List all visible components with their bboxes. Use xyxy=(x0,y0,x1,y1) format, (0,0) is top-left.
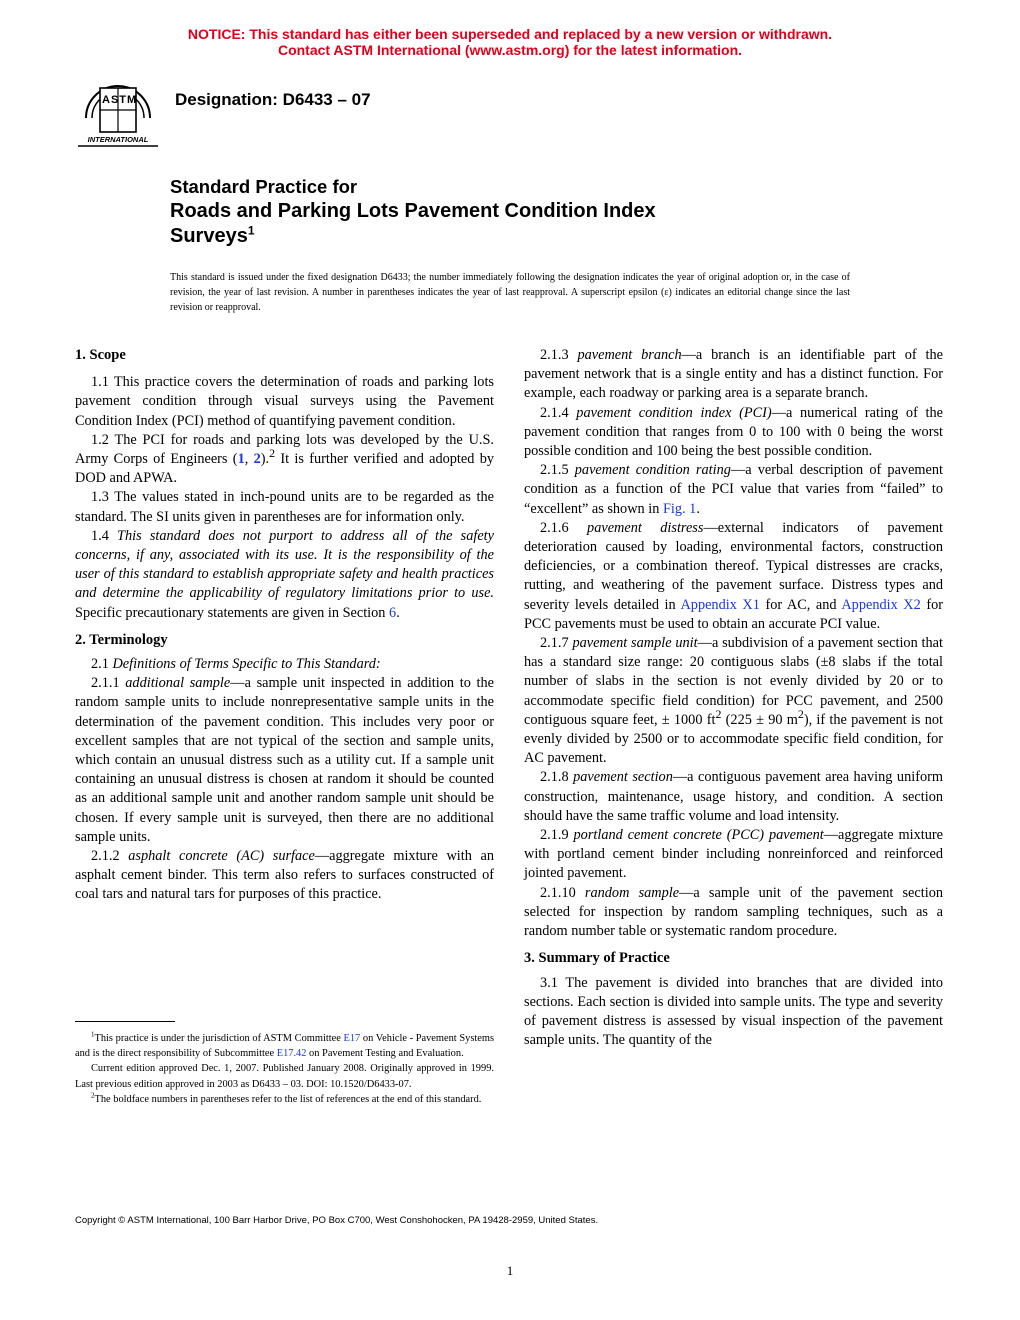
def-2-1-4-num: 2.1.4 xyxy=(540,404,577,421)
def-2-1-6-term: pavement distress xyxy=(587,519,704,536)
def-2-1-10 xyxy=(524,884,943,942)
def-2-1-6-end: for PCC pavements must be used to obtain an accurate PCI value. xyxy=(524,596,944,632)
def-2-1-10-def: —a sample unit of the pavement section selected for inspection by random sampling techniques, such as a random number table or systematic random procedure. xyxy=(524,884,943,940)
def-2-1-9-def: —aggregate mixture with portland cement binder including nonreinforced and reinforced jointed pavement. xyxy=(524,827,943,882)
para-1-4-num: 1.4 xyxy=(91,527,118,544)
def-2-1-2-num: 2.1.2 xyxy=(91,848,129,865)
footnote-divider xyxy=(75,1021,175,1022)
para-1-2-text-b: ). xyxy=(260,451,270,468)
page-number: 1 xyxy=(506,1263,514,1278)
def-2-1-9-num: 2.1.9 xyxy=(540,827,574,844)
title-main xyxy=(170,199,656,249)
def-2-1-8-term: pavement section xyxy=(573,769,673,786)
withdrawal-notice xyxy=(0,26,1020,58)
para-1-1: 1.1 This practice covers the determination of roads and parking lots pavement condition through visual surveys using the Pavement Condition Index (PCI) method of quantifying pavement condition. xyxy=(75,374,494,429)
def-2-1-3-def: —a branch is an identifiable part of the pavement network that is a single entity and has a distinct function. For example, each roadway or parking area is a separate branch. xyxy=(524,347,943,402)
def-2-1-7-sup-2: 2 xyxy=(797,707,804,722)
def-2-1-4 xyxy=(524,404,943,462)
def-2-1-8-num: 2.1.8 xyxy=(540,769,574,786)
astm-logo xyxy=(76,74,160,152)
footnote-1-edition: Current edition approved Dec. 1, 2007. Published January 2008. Originally approved in 1999. Last previous edition approved in 2003 as D6433 – 03. DOI: 10.1520/D6433-07. xyxy=(75,1063,494,1090)
def-2-1-5-def: —a verbal description of pavement condition as a function of the PCI value that varies from “failed” to “excellent” as shown in xyxy=(524,462,943,517)
para-1-4-italic: This standard does not purport to address all of the safety concerns, if any, associated with its use. It is the responsibility of the user of this standard to establish appropriate safety and health practices and determine the applicability of regulatory limitations prior to use. xyxy=(75,527,494,602)
footnote-1-text-c: on Pavement Testing and Evaluation. xyxy=(306,1048,464,1060)
footnote-2-mark-bottom: 2 xyxy=(91,1091,95,1100)
figure-1-link[interactable]: Fig. 1 xyxy=(662,500,697,517)
def-2-1-8-def: —a contiguous pavement area having uniform construction, maintenance, usage history, and condition. A section should have the same traffic volume and load intensity. xyxy=(524,769,943,824)
def-2-1-5-term: pavement condition rating xyxy=(574,462,731,479)
title-footnote-mark: 1 xyxy=(247,223,255,238)
footnote-1-text-b: on Vehicle - Pavement Systems and is the direct responsibility of Subcommittee xyxy=(75,1033,494,1060)
footnote-1 xyxy=(75,1031,494,1061)
footnote-2-mark: 2 xyxy=(269,446,276,461)
def-2-1-10-term: random sample xyxy=(584,884,680,901)
def-2-1-1 xyxy=(75,674,494,847)
notice-line-1: NOTICE: This standard has either been superseded and replaced by a new version or withdrawn. xyxy=(187,26,833,42)
footnotes xyxy=(75,1031,494,1107)
para-1-2-comma: , xyxy=(244,451,254,468)
def-2-1-6-def: —external indicators of pavement deterioration caused by loading, environmental factors, construction deficiencies, or a combination thereof. Typical distresses are cracks, rutting, and weathering of the pavement surface. Distress types and severity levels detailed in xyxy=(524,519,943,613)
def-2-1-5 xyxy=(524,461,943,519)
para-3-1: 3.1 The pavement is divided into branches that are divided into sections. Each section is divided into sample units. The type and severity of pavement distress is assessed by visual inspection of the pavement sample units. The quantity of the xyxy=(524,974,943,1049)
title-line-3 xyxy=(170,224,656,249)
footnote-2-text: The boldface numbers in parentheses refer to the list of references at the end of this standard. xyxy=(94,1093,482,1105)
para-2-1-italic: Definitions of Terms Specific to This Standard: xyxy=(112,656,381,673)
left-column xyxy=(75,346,494,905)
def-2-1-3-term: pavement branch xyxy=(577,347,682,363)
def-2-1-6-num: 2.1.6 xyxy=(540,519,588,536)
appendix-x1-link[interactable]: Appendix X1 xyxy=(680,596,760,613)
def-2-1-6-mid: for AC, and xyxy=(759,596,842,613)
def-2-1-3 xyxy=(524,346,943,404)
def-2-1-2-term: asphalt concrete (AC) surface xyxy=(128,848,315,865)
def-2-1-7-def-c: ), if the pavement is not evenly divided by 2500 or to accommodate specific field condition, for AC pavement. xyxy=(524,711,943,767)
logo-wordmark: ASTM xyxy=(102,94,138,106)
title-prefix: Standard Practice for xyxy=(170,176,358,197)
title-line-2: Roads and Parking Lots Pavement Condition Index xyxy=(170,200,656,222)
logo-subtext: INTERNATIONAL xyxy=(87,135,149,144)
subcommittee-e17-42-link[interactable]: E17.42 xyxy=(276,1048,307,1060)
def-2-1-5-end: . xyxy=(696,500,700,517)
def-2-1-7-num: 2.1.7 xyxy=(540,635,573,652)
para-1-4 xyxy=(75,527,494,623)
footnote-2 xyxy=(75,1092,494,1107)
reference-link-2[interactable]: 2 xyxy=(253,451,261,468)
def-2-1-4-term: pavement condition index (PCI) xyxy=(576,404,772,421)
section-6-link[interactable]: 6 xyxy=(389,604,397,621)
def-2-1-7-def-a: —a subdivision of a pavement section that has a standard size range: 20 contiguous slabs (±8 slabs if the total number of slabs in the section is not evenly divided by 20 or to accommodate specific field condition) for PCC pavement, and 2500 contiguous square feet, ± 1000 ft xyxy=(524,635,943,728)
para-2-1 xyxy=(75,655,494,674)
appendix-x2-link[interactable]: Appendix X2 xyxy=(841,596,921,613)
def-2-1-10-num: 2.1.10 xyxy=(540,884,585,901)
def-2-1-7-def-b: (225 ± 90 m xyxy=(721,711,798,728)
issuance-statement: This standard is issued under the fixed designation D6433; the number immediately following the designation indicates the year of original adoption or, in the case of revision, the year of last revision. A number in parentheses indicates the year of last reapproval. A superscript epsilon (ε) indicates an editorial change since the last revision or reapproval. xyxy=(170,272,850,313)
def-2-1-9 xyxy=(524,826,943,884)
para-1-4-rest: Specific precautionary statements are given in Section xyxy=(75,604,390,621)
def-2-1-3-num: 2.1.3 xyxy=(540,347,578,363)
para-1-3: 1.3 The values stated in inch-pound units are to be regarded as the standard. The SI units given in parentheses are for information only. xyxy=(75,489,494,525)
def-2-1-5-num: 2.1.5 xyxy=(540,462,575,479)
def-2-1-1-term: additional sample xyxy=(125,675,231,692)
section-2-heading: 2. Terminology xyxy=(75,631,168,648)
def-2-1-2-def: —aggregate mixture with an asphalt cement binder. This term also refers to surfaces constructed of coal tars and natural tars for purposes of this practice. xyxy=(75,848,495,903)
def-2-1-4-def: —a numerical rating of the pavement condition that ranges from 0 to 100 with 0 being the worst possible condition and 100 being the best possible condition. xyxy=(524,404,943,460)
footnote-1-mark: 1 xyxy=(91,1030,95,1039)
def-2-1-7-sup-1: 2 xyxy=(715,707,722,722)
def-2-1-8 xyxy=(524,768,943,826)
para-2-1-num: 2.1 xyxy=(91,656,113,673)
para-1-4-end: . xyxy=(396,604,400,621)
designation: Designation: D6433 – 07 xyxy=(175,90,371,109)
def-2-1-7-term: pavement sample unit xyxy=(572,635,698,652)
copyright-line: Copyright © ASTM International, 100 Barr Harbor Drive, PO Box C700, West Conshohocken, PA 19428-2959, United States. xyxy=(75,1215,599,1226)
def-2-1-6 xyxy=(524,519,943,634)
para-1-2-text-c: It is further verified and adopted by DOD and APWA. xyxy=(75,451,494,487)
section-1-heading: 1. Scope xyxy=(75,347,126,363)
para-1-2 xyxy=(75,431,494,489)
def-2-1-9-term: portland cement concrete (PCC) pavement xyxy=(573,827,824,844)
notice-line-2: Contact ASTM International (www.astm.org) for the latest information. xyxy=(277,42,743,58)
para-1-2-text-a: 1.2 The PCI for roads and parking lots was developed by the U.S. Army Corps of Engineers ( xyxy=(75,431,494,468)
footnote-1-text-a: This practice is under the jurisdiction of ASTM Committee xyxy=(94,1033,344,1044)
right-column xyxy=(524,346,943,1050)
def-2-1-7 xyxy=(524,634,943,768)
reference-link-1[interactable]: 1 xyxy=(237,451,245,468)
committee-e17-link[interactable]: E17 xyxy=(343,1033,361,1044)
def-2-1-1-num: 2.1.1 xyxy=(91,675,126,692)
def-2-1-1-def: —a sample unit inspected in addition to the random sample units to include nonrepresentative sample units in the determination of the pavement condition. This includes very poor or excellent samples that are not typical of the section and sample units, which contain an unusual distress such as a utility cut. If a sample unit containing an unusual distress is chosen at random it should be counted as an additional sample unit and another random sample unit should be chosen. If every sample unit is surveyed, then there are no additional sample units. xyxy=(75,675,495,845)
section-3-heading: 3. Summary of Practice xyxy=(524,950,670,967)
title-line-3-text: Surveys xyxy=(170,225,248,247)
def-2-1-2 xyxy=(75,847,494,905)
